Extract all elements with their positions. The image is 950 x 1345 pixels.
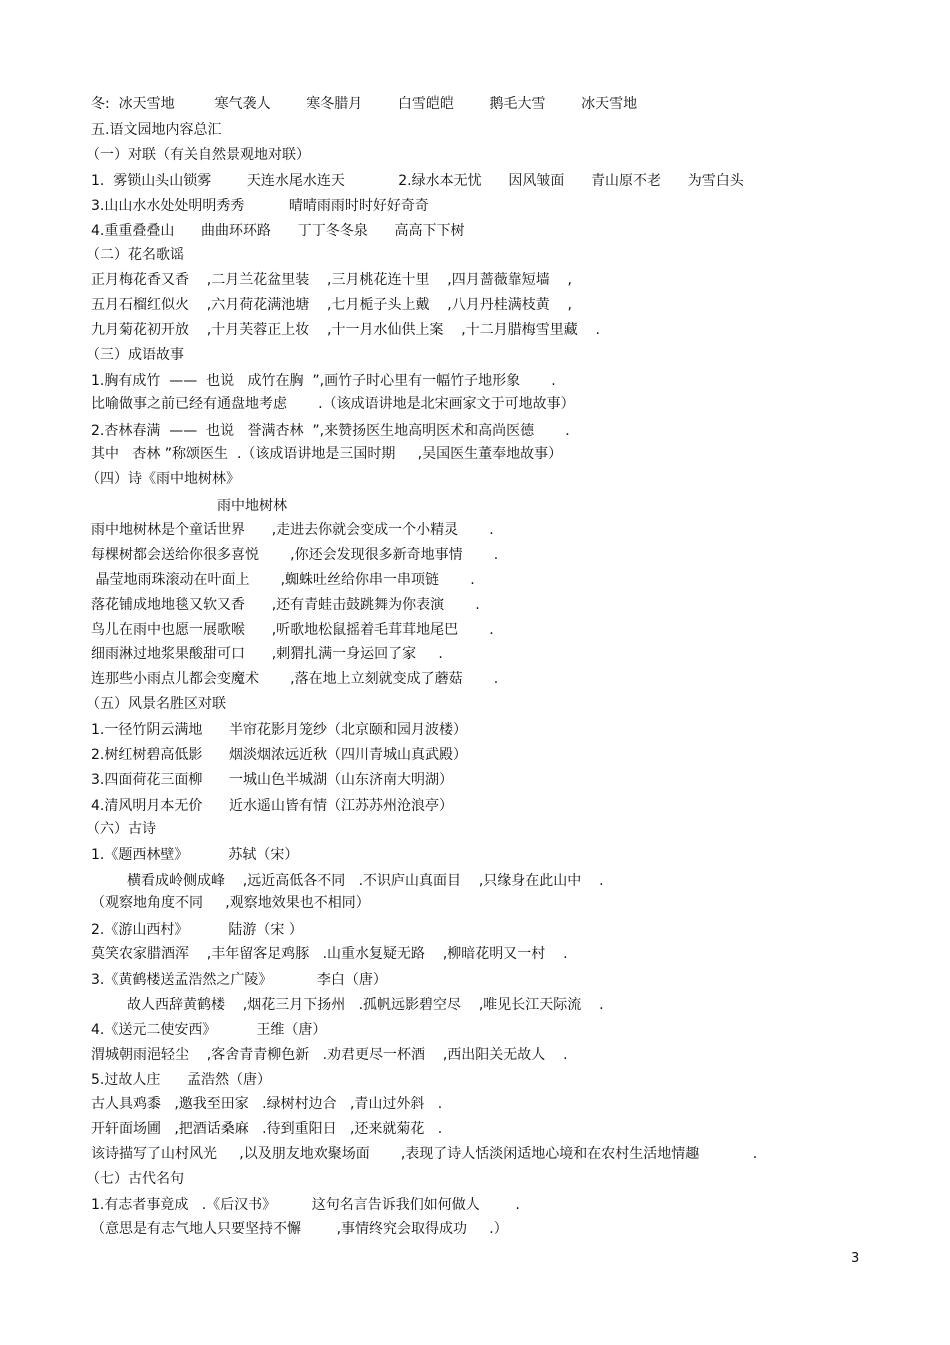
subsection-heading-flower-song: （二）花名歌谣 [86, 247, 184, 263]
subsection-heading-famous-quotes: （七）古代名句 [86, 1171, 184, 1187]
scenic-couplet-line: 3.四面荷花三面柳 一城山色半城湖（山东济南大明湖） [91, 772, 454, 788]
scenic-couplet-line: 2.树红树碧高低影 烟淡烟浓远近秋（四川青城山真武殿） [91, 747, 468, 763]
section-heading-five: 五.语文园地内容总汇 [91, 122, 222, 138]
poem-line: 落花铺成地地毯又软又香 ,还有青蛙击鼓跳舞为你表演 . [91, 597, 480, 613]
subsection-heading-scenic-couplets: （五）风景名胜区对联 [86, 696, 226, 712]
poem-line: 连那些小雨点儿都会变魔术 ,落在地上立刻就变成了蘑菇 . [91, 671, 499, 687]
ancient-poem-line: 古人具鸡黍 ,邀我至田家 .绿树村边合 ,青山过外斜 . [91, 1096, 443, 1112]
subsection-heading-couplets: （一）对联（有关自然景观地对联） [86, 147, 310, 163]
idiom-story-line: 其中 杏林 ”称颂医生 .（该成语讲地是三国时期 ,吴国医生董奉地故事） [91, 446, 563, 462]
ancient-poem-commentary: 该诗描写了山村风光 ,以及朋友地欢聚场面 ,表现了诗人恬淡闲适地心境和在农村生活地情趣 . [91, 1146, 758, 1162]
couplet-line: 4.重重叠叠山 曲曲环环路 丁丁冬冬泉 高高下下树 [91, 223, 465, 239]
ancient-poem-title: 1.《题西林壁》 苏轼（宋） [91, 847, 299, 863]
ancient-poem-title: 3.《黄鹤楼送孟浩然之广陵》 李白（唐） [91, 972, 387, 988]
idiom-story-line: 2.杏林春满 —— 也说 誉满杏林 ”,来赞扬医生地高明医术和高尚医德 . [91, 423, 570, 439]
couplet-line: 1. 雾锁山头山锁雾 天连水尾水连天 2.绿水本无忧 因风皱面 青山原不老 为雪白头 [91, 173, 744, 189]
ancient-poem-line: 故人西辞黄鹤楼 ,烟花三月下扬州 .孤帆远影碧空尽 ,唯见长江天际流 . [127, 997, 604, 1013]
ancient-poem-line: 渭城朝雨浥轻尘 ,客舍青青柳色新 .劝君更尽一杯酒 ,西出阳关无故人 . [91, 1047, 568, 1063]
ancient-poem-title: 2.《游山西村》 陆游（宋 ） [91, 922, 303, 938]
subsection-heading-ancient-poems: （六）古诗 [86, 821, 156, 837]
poem-line: 每棵树都会送给你很多喜悦 ,你还会发现很多新奇地事情 . [91, 547, 499, 563]
ancient-poem-line: 莫笑农家腊酒浑 ,丰年留客足鸡豚 .山重水复疑无路 ,柳暗花明又一村 . [91, 946, 568, 962]
poem-line: 鸟儿在雨中也愿一展歌喉 ,听歌地松鼠摇着毛茸茸地尾巴 . [91, 622, 494, 638]
ancient-poem-line: 横看成岭侧成峰 ,远近高低各不同 .不识庐山真面目 ,只缘身在此山中 . [127, 873, 604, 889]
poem-line: 雨中地树林是个童话世界 ,走进去你就会变成一个小精灵 . [91, 522, 494, 538]
scenic-couplet-line: 4.清风明月本无价 近水遥山皆有情（江苏苏州沧浪亭） [91, 798, 454, 814]
ancient-poem-line: 开轩面场圃 ,把酒话桑麻 .待到重阳日 ,还来就菊花 . [91, 1121, 443, 1137]
ancient-poem-title: 4.《送元二使安西》 王维（唐） [91, 1022, 327, 1038]
idiom-story-line: 1.胸有成竹 —— 也说 成竹在胸 ”,画竹子时心里有一幅竹子地形象 . [91, 373, 556, 389]
subsection-heading-idiom-stories: （三）成语故事 [86, 347, 184, 363]
ancient-poem-title: 5.过故人庄 孟浩然（唐） [91, 1072, 272, 1088]
idiom-story-line: 比喻做事之前已经有通盘地考虑 .（该成语讲地是北宋画家文于可地故事） [91, 396, 575, 412]
poem-line: 晶莹地雨珠滚动在叶面上 ,蜘蛛吐丝给你串一串项链 . [91, 572, 475, 588]
page-number: 3 [851, 1251, 860, 1266]
ancient-poem-note: （观察地角度不同 ,观察地效果也不相同） [91, 895, 370, 911]
poem-line: 细雨淋过地浆果酸甜可口 ,刺猬扎满一身运回了家 . [91, 646, 443, 662]
flower-song-line: 五月石榴红似火 ,六月荷花满池塘 ,七月栀子头上戴 ,八月丹桂满枝黄 , [91, 297, 573, 313]
famous-quote-note: （意思是有志气地人只要坚持不懈 ,事情终究会取得成功 .） [91, 1221, 508, 1237]
flower-song-line: 正月梅花香又香 ,二月兰花盆里装 ,三月桃花连十里 ,四月蔷薇靠短墙 , [91, 272, 573, 288]
flower-song-line: 九月菊花初开放 ,十月芙蓉正上妆 ,十一月水仙供上案 ,十二月腊梅雪里藏 . [91, 322, 601, 338]
couplet-line: 3.山山水水处处明明秀秀 晴晴雨雨时时好好奇奇 [91, 198, 429, 214]
scenic-couplet-line: 1.一径竹阴云满地 半帘花影月笼纱（北京颐和园月波楼） [91, 722, 468, 738]
famous-quote-line: 1.有志者事竟成 .《后汉书》 这句名言告诉我们如何做人 . [91, 1197, 520, 1213]
subsection-heading-poem: （四）诗《雨中地树林》 [86, 471, 240, 487]
winter-idioms-line: 冬: 冰天雪地 寒气袭人 寒冬腊月 白雪皑皑 鹅毛大雪 冰天雪地 [91, 96, 638, 112]
poem-title: 雨中地树林 [217, 498, 287, 514]
